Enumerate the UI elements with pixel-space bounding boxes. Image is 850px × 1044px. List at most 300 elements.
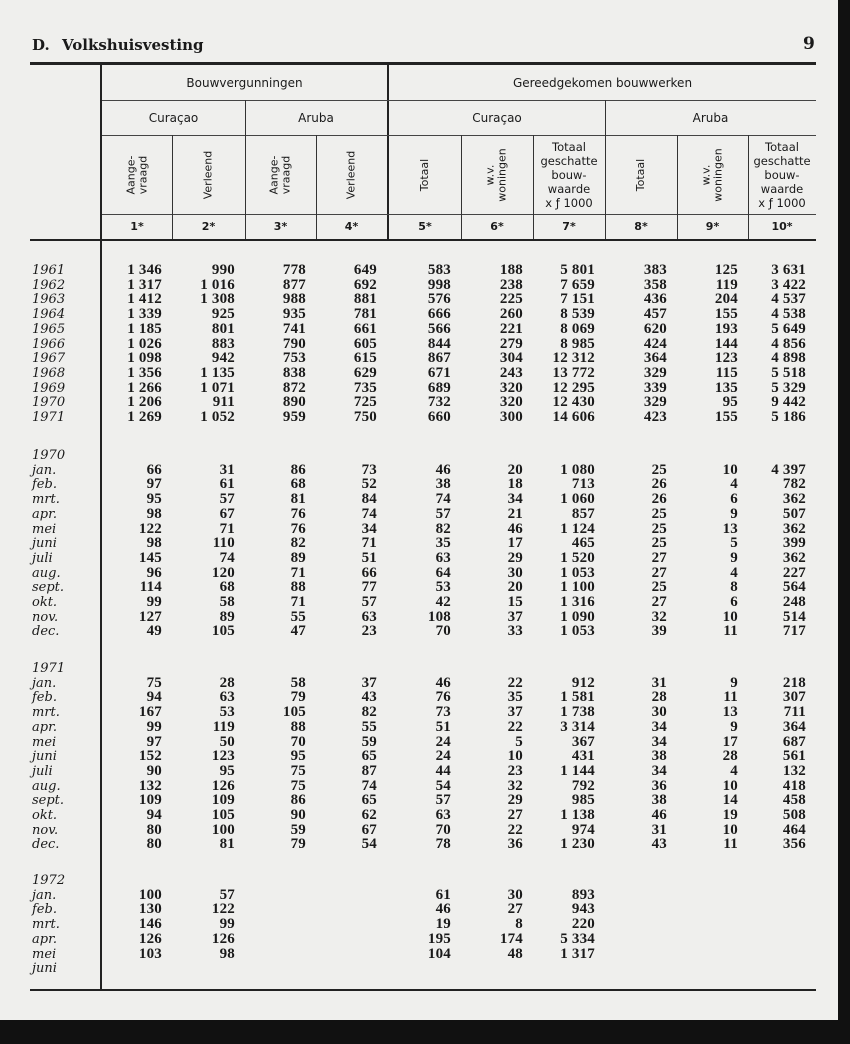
column-number: 8* (634, 220, 648, 233)
row-label: 1968 (32, 365, 66, 381)
row-label: mei (32, 521, 57, 537)
table-cell: 30 (651, 704, 667, 721)
table-cell: 5 649 (771, 320, 806, 337)
row-label: mei (32, 946, 57, 962)
table-cell: 367 (571, 733, 595, 750)
row-label: feb. (32, 477, 57, 493)
table-cell: 1 135 (200, 364, 235, 381)
table-cell: 36 (651, 777, 667, 794)
table-cell: 21 (507, 505, 523, 522)
table-cell: 1 269 (127, 409, 162, 425)
table-cell: 778 (282, 262, 306, 278)
table-cell: 110 (212, 535, 235, 552)
table-row (0, 507, 838, 522)
table-cell: 123 (714, 350, 738, 367)
table-cell: 3 314 (560, 718, 595, 735)
row-label: aug. (32, 565, 61, 581)
table-cell: 105 (282, 704, 306, 721)
table-cell: 33 (507, 623, 523, 640)
table-cell: 71 (290, 564, 306, 581)
table-cell: 66 (146, 461, 162, 478)
table-cell: 27 (507, 901, 523, 918)
column-header (102, 136, 172, 214)
table-cell: 59 (290, 821, 306, 838)
table-row (0, 837, 838, 852)
table-cell: 260 (499, 306, 523, 323)
table-row (0, 676, 838, 691)
table-cell: 39 (651, 623, 667, 640)
table-cell: 74 (361, 505, 377, 522)
column-header-label: Totaal (418, 158, 431, 192)
table-cell: 358 (643, 276, 667, 293)
table-cell: 97 (146, 476, 162, 493)
table-cell: 458 (782, 792, 806, 809)
table-cell: 95 (146, 491, 162, 508)
table-cell: 912 (571, 674, 595, 691)
table-cell: 59 (361, 733, 377, 750)
table-cell: 12 295 (552, 379, 595, 396)
row-label: nov. (32, 822, 59, 838)
table-cell: 27 (507, 807, 523, 823)
column-header-label: Verleend (201, 150, 215, 200)
table-row (0, 381, 838, 396)
row-label: dec. (32, 624, 60, 640)
table-cell: 1 266 (127, 379, 162, 396)
table-cell: 3 422 (771, 276, 806, 293)
table-cell: 8 069 (560, 320, 595, 337)
table-row (0, 463, 838, 478)
row-label: juni (32, 749, 57, 765)
table-cell: 71 (290, 594, 306, 610)
table-cell: 30 (507, 564, 523, 581)
table-cell: 82 (290, 535, 306, 552)
table-cell: 109 (138, 792, 162, 809)
table-cell: 30 (507, 886, 523, 903)
table-cell: 883 (211, 335, 235, 352)
table-cell: 985 (571, 792, 595, 809)
row-label: 1967 (32, 351, 66, 367)
section-label: 1972 (32, 873, 66, 888)
table-cell: 1 080 (560, 461, 595, 478)
table-cell: 20 (507, 461, 523, 478)
table-cell: 73 (361, 461, 377, 478)
table-row (0, 705, 838, 720)
row-label: 1963 (32, 292, 66, 308)
table-cell: 4 (730, 476, 738, 493)
table-cell: 100 (138, 886, 162, 903)
row-label: juni (32, 961, 57, 977)
table-cell: 27 (651, 549, 667, 566)
row-label: jan. (32, 887, 57, 903)
table-cell: 58 (219, 594, 235, 610)
column-number: 5* (418, 220, 432, 233)
row-label: okt. (32, 595, 58, 610)
table-cell: 1 356 (127, 364, 162, 381)
table-cell: 37 (507, 704, 523, 721)
table-cell: 34 (361, 520, 377, 537)
table-cell: 4 538 (771, 306, 806, 323)
region-header-curacao-permits: Curaçao (148, 111, 199, 125)
table-cell: 81 (219, 836, 235, 853)
column-header-label: Aange- vraagd (267, 155, 293, 195)
table-cell: 364 (643, 350, 667, 367)
table-cell: 13 772 (552, 364, 595, 381)
table-cell: 457 (643, 306, 667, 323)
table-cell: 329 (643, 364, 667, 381)
table-cell: 38 (651, 792, 667, 809)
table-cell: 9 (730, 505, 738, 522)
table-cell: 50 (219, 733, 235, 750)
table-cell: 14 (722, 792, 738, 809)
table-cell: 14 606 (552, 409, 595, 425)
table-row (0, 735, 838, 750)
table-cell: 5 334 (560, 930, 595, 947)
table-cell: 123 (211, 748, 235, 765)
table-cell: 44 (435, 762, 451, 779)
table-cell: 320 (499, 379, 523, 396)
table-cell: 867 (427, 350, 451, 367)
table-cell: 561 (782, 748, 806, 765)
table-cell: 364 (782, 718, 806, 735)
table-row (0, 410, 838, 425)
table-cell: 4 397 (771, 461, 806, 478)
table-cell: 583 (427, 262, 451, 278)
region-header-aruba-completed: Aruba (692, 111, 729, 125)
table-cell: 3 631 (771, 262, 806, 278)
table-cell: 362 (782, 549, 806, 566)
table-cell: 872 (282, 379, 306, 396)
table-cell: 94 (146, 689, 162, 706)
table-cell: 22 (507, 821, 523, 838)
table-cell: 660 (427, 409, 451, 425)
table-cell: 77 (361, 579, 377, 596)
table-cell: 1 581 (560, 689, 595, 706)
table-cell: 9 (730, 674, 738, 691)
table-cell: 82 (435, 520, 451, 537)
table-cell: 1 308 (200, 291, 235, 308)
table-cell: 615 (353, 350, 377, 367)
table-cell: 6 (730, 491, 738, 508)
row-label: juli (32, 550, 53, 566)
table-cell: 188 (499, 262, 523, 278)
column-header: Totaal geschatte bouw- waarde x ƒ 1000 (540, 140, 598, 210)
table-row (0, 793, 838, 808)
table-cell: 27 (651, 564, 667, 581)
table-cell: 9 442 (771, 394, 806, 411)
table-cell: 5 186 (771, 409, 806, 425)
table-cell: 725 (353, 394, 377, 411)
table-cell: 23 (507, 762, 523, 779)
table-cell: 220 (571, 916, 595, 933)
table-cell: 15 (507, 594, 523, 610)
table-cell: 1 412 (127, 291, 162, 308)
table-cell: 27 (651, 594, 667, 610)
table-row (0, 263, 838, 278)
table-cell: 98 (146, 535, 162, 552)
table-cell: 31 (219, 461, 235, 478)
table-cell: 90 (146, 762, 162, 779)
table-cell: 195 (427, 930, 451, 947)
row-label: mrt. (32, 705, 60, 721)
column-header (461, 136, 533, 214)
table-row (0, 902, 838, 917)
column-number: 10* (771, 220, 793, 233)
table-cell: 243 (499, 364, 523, 381)
table-cell: 566 (427, 320, 451, 337)
table-cell: 221 (499, 320, 523, 337)
table-cell: 67 (361, 821, 377, 838)
table-cell: 65 (361, 792, 377, 809)
row-label: mei (32, 734, 57, 750)
column-header (677, 136, 748, 214)
table-row (0, 690, 838, 705)
table-cell: 34 (651, 718, 667, 735)
table-cell: 99 (219, 916, 235, 933)
row-label: apr. (32, 931, 57, 947)
table-cell: 356 (782, 836, 806, 853)
table-cell: 464 (782, 821, 806, 838)
table-cell: 320 (499, 394, 523, 411)
table-cell: 94 (146, 807, 162, 823)
table-cell: 42 (435, 594, 451, 610)
table-cell: 881 (353, 291, 377, 308)
table-cell: 54 (435, 777, 451, 794)
table-cell: 98 (219, 945, 235, 962)
table-cell: 801 (211, 320, 235, 337)
table-cell: 49 (146, 623, 162, 640)
table-row (0, 764, 838, 779)
table-cell: 80 (146, 836, 162, 853)
row-label: 1964 (32, 307, 66, 323)
table-cell: 63 (361, 608, 377, 625)
table-cell: 38 (651, 748, 667, 765)
table-cell: 1 100 (560, 579, 595, 596)
table-cell: 959 (282, 409, 306, 425)
table-cell: 838 (282, 364, 306, 381)
table-cell: 25 (651, 535, 667, 552)
table-cell: 17 (722, 733, 738, 750)
table-cell: 1 053 (560, 623, 595, 640)
table-cell: 671 (427, 364, 451, 381)
table-cell: 10 (722, 608, 738, 625)
row-label: apr. (32, 506, 57, 522)
table-cell: 925 (211, 306, 235, 323)
table-cell: 1 185 (127, 320, 162, 337)
table-cell: 65 (361, 748, 377, 765)
table-cell: 10 (722, 821, 738, 838)
table-row (0, 292, 838, 307)
row-label: 1970 (32, 395, 66, 411)
table-cell: 781 (353, 306, 377, 323)
table-cell: 26 (651, 476, 667, 493)
table-row (0, 808, 838, 823)
table-cell: 18 (507, 476, 523, 493)
table-cell: 79 (290, 689, 306, 706)
row-label: jan. (32, 462, 57, 478)
table-cell: 25 (651, 520, 667, 537)
table-cell: 689 (427, 379, 451, 396)
table-cell: 34 (507, 491, 523, 508)
table-cell: 713 (571, 476, 595, 493)
table-cell: 911 (212, 394, 235, 411)
table-cell: 57 (219, 491, 235, 508)
table-cell: 67 (219, 505, 235, 522)
table-cell: 95 (290, 748, 306, 765)
table-cell: 38 (435, 476, 451, 493)
table-cell: 1 071 (200, 379, 235, 396)
row-label: apr. (32, 719, 57, 735)
table-cell: 13 (722, 704, 738, 721)
table-cell: 8 (515, 916, 523, 933)
column-number: 9* (705, 220, 720, 233)
table-cell: 248 (782, 594, 806, 610)
table-cell: 135 (714, 379, 738, 396)
table-cell: 74 (219, 549, 235, 566)
table-cell: 11 (723, 836, 738, 853)
table-cell: 974 (571, 821, 595, 838)
table-cell: 423 (643, 409, 667, 425)
row-label: feb. (32, 902, 57, 918)
table-cell: 46 (435, 674, 451, 691)
column-header (245, 136, 316, 214)
table-cell: 120 (211, 564, 235, 581)
table-cell: 7 659 (560, 276, 595, 293)
table-cell: 130 (138, 901, 162, 918)
table-cell: 844 (427, 335, 451, 352)
table-cell: 34 (651, 762, 667, 779)
column-number: 4* (344, 220, 359, 233)
table-cell: 1 144 (560, 762, 595, 779)
row-label: 1965 (32, 321, 66, 337)
table-cell: 52 (361, 476, 377, 493)
table-cell: 1 138 (560, 807, 595, 823)
table-cell: 11 (723, 689, 738, 706)
header-bottom-rule (30, 239, 816, 241)
table-cell: 329 (643, 394, 667, 411)
table-cell: 61 (435, 886, 451, 903)
table-row (0, 307, 838, 322)
table-cell: 399 (782, 535, 806, 552)
table-cell: 46 (435, 901, 451, 918)
table-cell: 12 312 (552, 350, 595, 367)
table-cell: 741 (282, 320, 306, 337)
table-cell: 204 (714, 291, 738, 308)
table-cell: 1 230 (560, 836, 595, 853)
table-cell: 507 (782, 505, 806, 522)
table-cell: 225 (499, 291, 523, 308)
table-cell: 935 (282, 306, 306, 323)
table-cell: 218 (782, 674, 806, 691)
row-label: 1971 (32, 410, 66, 425)
table-cell: 95 (722, 394, 738, 411)
row-label: dec. (32, 837, 60, 853)
region-header-curacao-completed: Curaçao (472, 111, 522, 125)
table-cell: 51 (361, 549, 377, 566)
group-header-permits: Bouwvergunningen (186, 75, 303, 90)
table-cell: 74 (435, 491, 451, 508)
table-cell: 100 (211, 821, 235, 838)
table-cell: 362 (782, 520, 806, 537)
table-cell: 51 (435, 718, 451, 735)
column-header-label: Verleend (344, 150, 358, 200)
table-cell: 1 124 (560, 520, 595, 537)
column-header-label: Totaal (634, 158, 647, 192)
table-cell: 227 (782, 564, 806, 581)
table-cell: 43 (361, 689, 377, 706)
column-number: 2* (201, 220, 216, 233)
table-cell: 9 (730, 549, 738, 566)
table-cell: 71 (219, 520, 235, 537)
table-cell: 300 (499, 409, 523, 425)
table-cell: 86 (290, 792, 306, 809)
table-cell: 24 (435, 733, 451, 750)
table-row (0, 749, 838, 764)
table-cell: 1 738 (560, 704, 595, 721)
row-label: mrt. (32, 492, 60, 508)
table-cell: 146 (138, 916, 162, 933)
table-cell: 424 (643, 335, 667, 352)
table-cell: 1 316 (560, 594, 595, 610)
table-cell: 70 (435, 623, 451, 640)
table-row (0, 624, 838, 639)
table-row (0, 779, 838, 794)
table-cell: 418 (782, 777, 806, 794)
table-cell: 53 (435, 579, 451, 596)
table-cell: 4 (730, 762, 738, 779)
table-cell: 687 (782, 733, 806, 750)
table-cell: 43 (651, 836, 667, 853)
table-cell: 57 (219, 886, 235, 903)
table-cell: 53 (219, 704, 235, 721)
table-cell: 73 (435, 704, 451, 721)
table-cell: 54 (361, 836, 377, 853)
table-cell: 4 856 (771, 335, 806, 352)
table-cell: 1 026 (127, 335, 162, 352)
table-cell: 1 053 (560, 564, 595, 581)
table-row (0, 888, 838, 903)
row-label: sept. (32, 580, 65, 596)
table-row (0, 580, 838, 595)
table-cell: 96 (146, 564, 162, 581)
table-cell: 7 151 (560, 291, 595, 308)
column-number: 1* (130, 220, 144, 233)
table-cell: 47 (290, 623, 306, 640)
table-cell: 1 052 (200, 409, 235, 425)
column-number: 6* (490, 220, 504, 233)
table-cell: 87 (361, 762, 377, 779)
table-cell: 20 (507, 579, 523, 596)
table-cell: 57 (361, 594, 377, 610)
table-cell: 23 (361, 623, 377, 640)
table-cell: 4 (730, 564, 738, 581)
table-cell: 5 801 (560, 262, 595, 278)
table-cell: 155 (714, 409, 738, 425)
column-header (172, 136, 245, 214)
table-cell: 76 (290, 505, 306, 522)
table-cell: 10 (722, 777, 738, 794)
page-title: Volkshuisvesting (62, 36, 204, 54)
table-cell: 46 (651, 807, 667, 823)
row-label: jan. (32, 675, 57, 691)
table-cell: 122 (138, 520, 162, 537)
table-cell: 576 (427, 291, 451, 308)
table-cell: 4 898 (771, 350, 806, 367)
table-cell: 629 (353, 364, 377, 381)
table-cell: 339 (643, 379, 667, 396)
page-number: 9 (803, 34, 815, 54)
table-cell: 25 (651, 505, 667, 522)
column-number: 3* (273, 220, 288, 233)
